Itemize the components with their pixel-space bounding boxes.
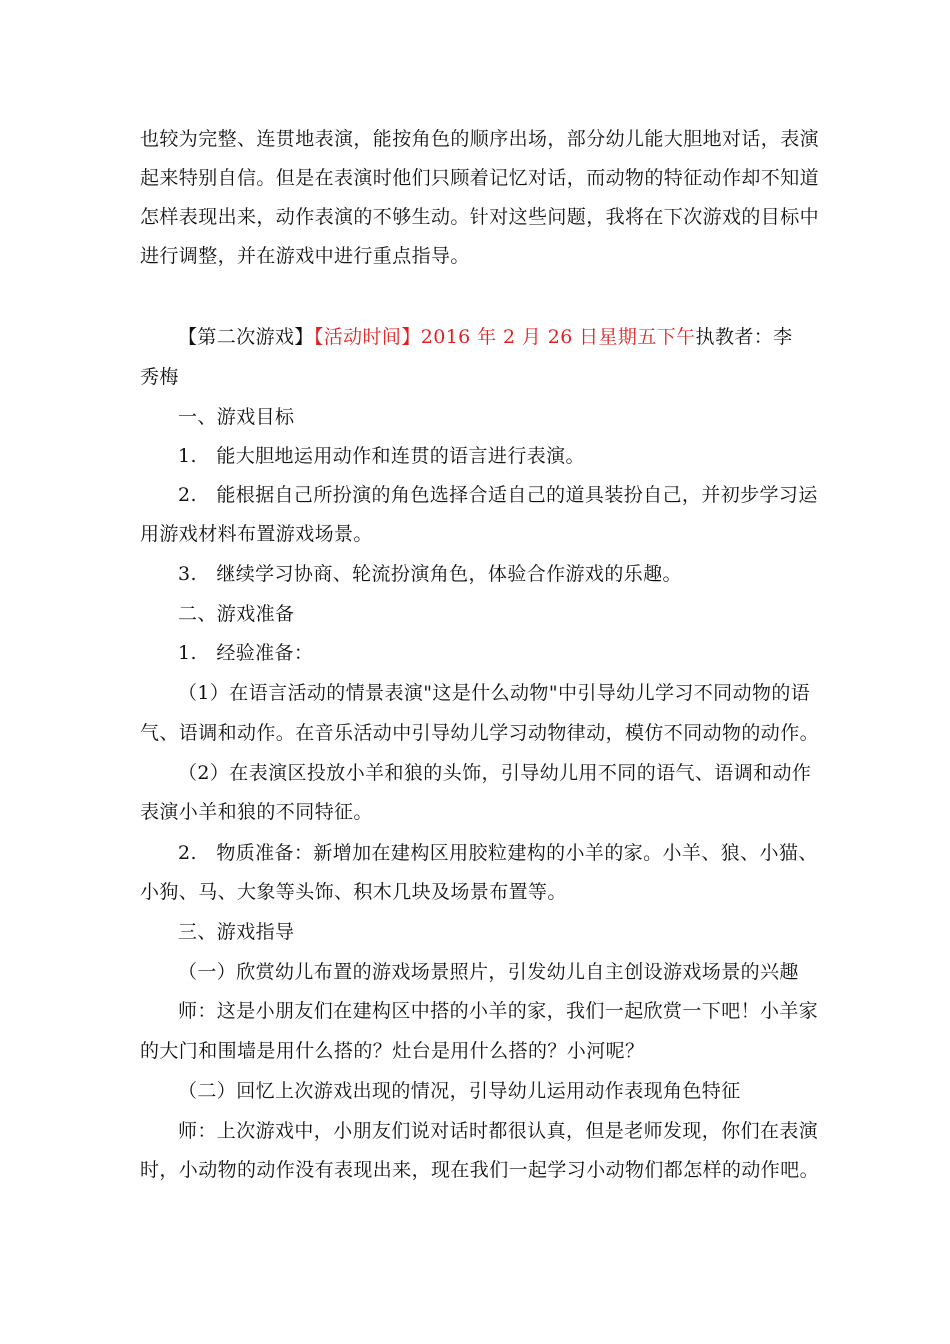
prep-item: 2. 物质准备：新增加在建构区用胶粒建构的小羊的家。小羊、狼、小猫、 [178, 842, 818, 864]
activity-time-label: 【活动时间】 [313, 326, 421, 348]
section-title: 三、游戏指导 [178, 921, 295, 943]
game-label: 【第二次游戏】 [178, 326, 314, 348]
guide-step: （二）回忆上次游戏出现的情况，引导幼儿运用动作表现角色特征 [178, 1080, 741, 1102]
prep-subitem-cont: 气、语调和动作。在音乐活动中引导幼儿学习动物律动，模仿不同动物的动作。 [140, 722, 820, 744]
guide-step: （一）欣赏幼儿布置的游戏场景照片，引发幼儿自主创设游戏场景的兴趣 [178, 961, 799, 983]
section-heading [178, 325, 793, 349]
intro-line: 进行调整，并在游戏中进行重点指导。 [140, 245, 470, 267]
teacher-dialogue: 师：这是小朋友们在建构区中搭的小羊的家，我们一起欣赏一下吧！小羊家 [178, 1000, 819, 1022]
section-title: 一、游戏目标 [178, 406, 295, 428]
teacher-dialogue: 师：上次游戏中，小朋友们说对话时都很认真，但是老师发现，你们在表演 [178, 1120, 819, 1142]
intro-line: 怎样表现出来，动作表演的不够生动。针对这些问题，我将在下次游戏的目标中 [140, 206, 820, 228]
teacher-label: 执教者：李 [695, 326, 793, 348]
teacher-name-cont: 秀梅 [140, 366, 179, 388]
goal-item: 3. 继续学习协商、轮流扮演角色，体验合作游戏的乐趣。 [178, 563, 682, 585]
prep-item-cont: 小狗、马、大象等头饰、积木几块及场景布置等。 [140, 881, 567, 903]
goal-item-cont: 用游戏材料布置游戏场景。 [140, 523, 373, 545]
goal-item: 1. 能大胆地运用动作和连贯的语言进行表演。 [178, 445, 585, 467]
intro-line: 也较为完整、连贯地表演，能按角色的顺序出场，部分幼儿能大胆地对话，表演 [140, 128, 820, 150]
intro-line: 起来特别自信。但是在表演时他们只顾着记忆对话，而动物的特征动作却不知道 [140, 167, 820, 189]
prep-subitem-cont: 表演小羊和狼的不同特征。 [140, 801, 373, 823]
section-title: 二、游戏准备 [178, 603, 295, 625]
prep-item: 1. 经验准备： [178, 642, 314, 664]
teacher-dialogue-cont: 的大门和围墙是用什么搭的？灶台是用什么搭的？小河呢？ [140, 1040, 645, 1062]
activity-time-value: 2016 年 2 月 26 日星期五下午 [420, 326, 696, 348]
prep-subitem: （1）在语言活动的情景表演"这是什么动物"中引导幼儿学习不同动物的语 [178, 682, 811, 704]
teacher-dialogue-cont: 时，小动物的动作没有表现出来，现在我们一起学习小动物们都怎样的动作吧。 [140, 1159, 820, 1181]
prep-subitem: （2）在表演区投放小羊和狼的头饰，引导幼儿用不同的语气、语调和动作 [178, 762, 812, 784]
goal-item: 2. 能根据自己所扮演的角色选择合适自己的道具装扮自己，并初步学习运 [178, 484, 818, 506]
